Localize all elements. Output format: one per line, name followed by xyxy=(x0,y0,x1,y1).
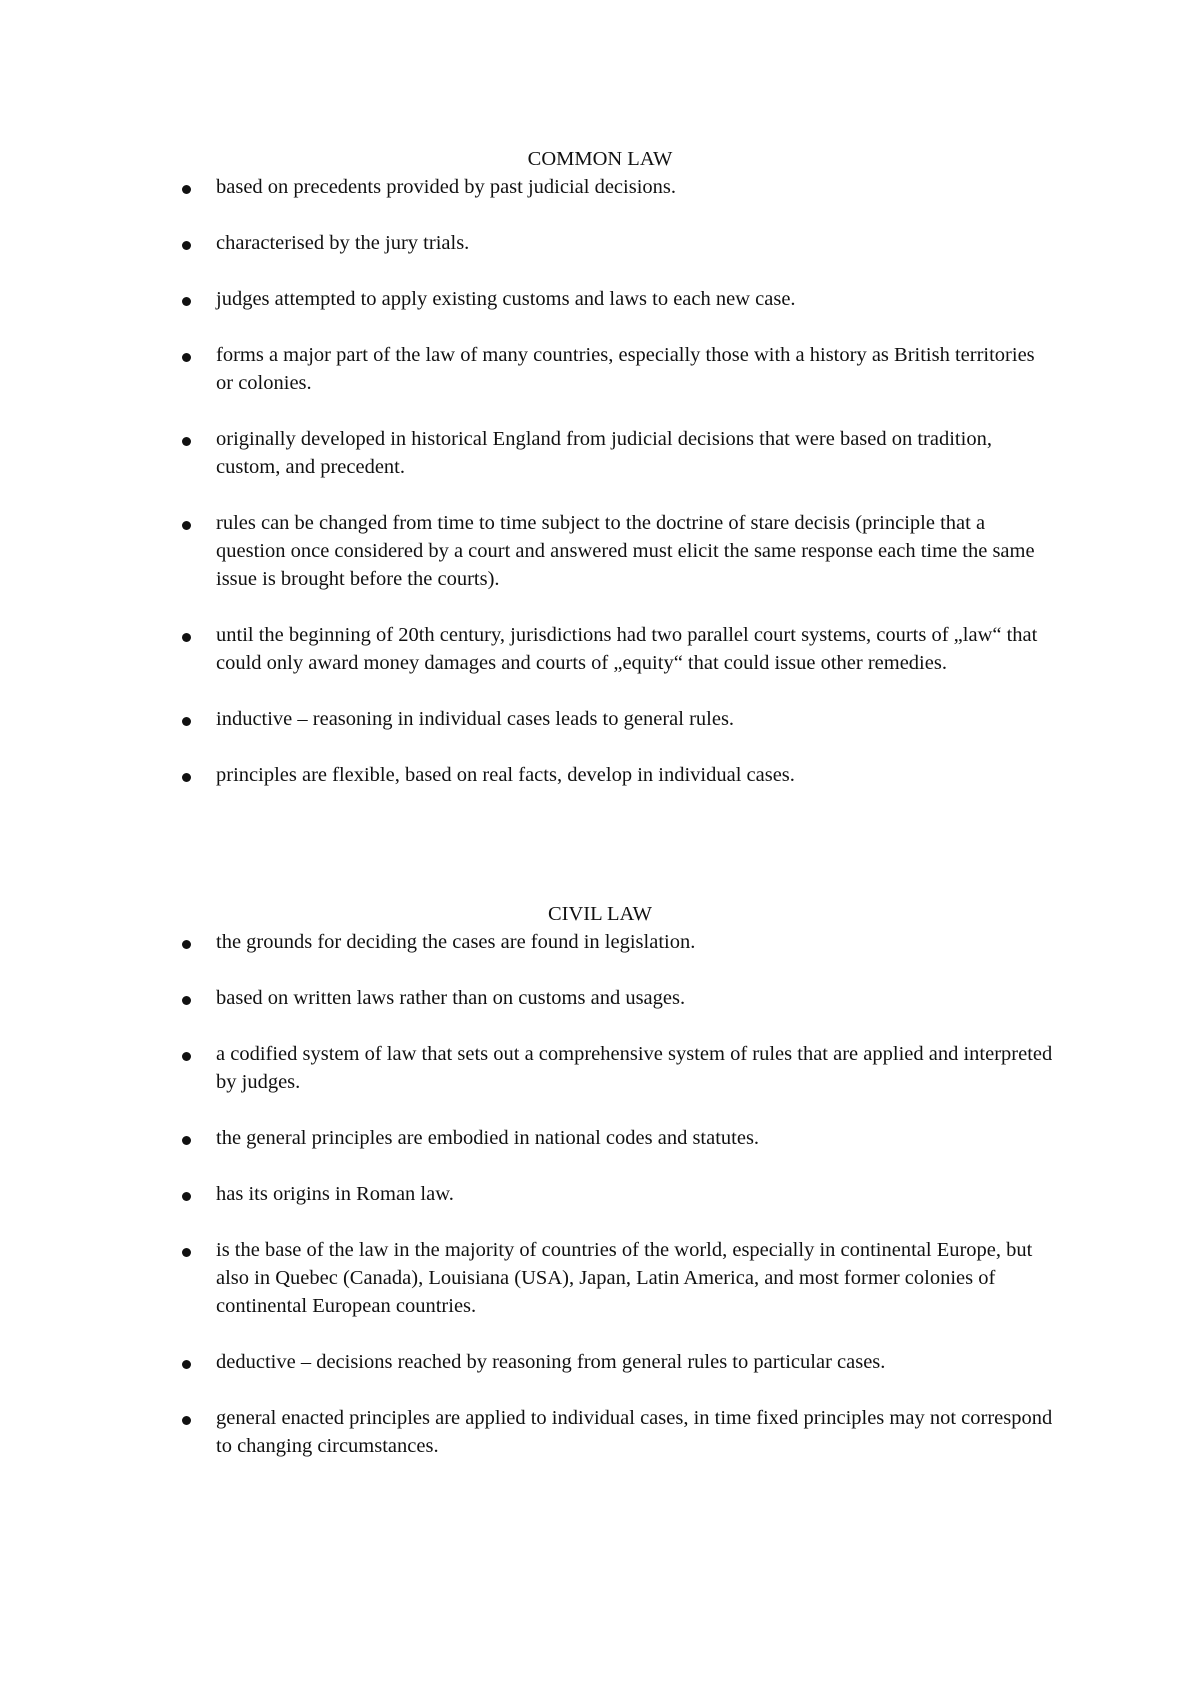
bullet-icon xyxy=(182,1136,191,1145)
bullet-icon xyxy=(182,940,191,949)
bullet-icon xyxy=(182,241,191,250)
list-item xyxy=(0,1040,1200,1096)
section-heading-civil-law: CIVIL LAW xyxy=(547,903,653,925)
bullet-icon xyxy=(182,717,191,726)
bullet-icon xyxy=(182,437,191,446)
list-item xyxy=(0,1348,1200,1376)
list-item-text: has its origins in Roman law. xyxy=(216,1183,454,1205)
list-item-text: deductive – decisions reached by reasoning from general rules to particular cases. xyxy=(216,1351,886,1373)
bullet-icon xyxy=(182,1052,191,1061)
list-item xyxy=(0,1124,1200,1152)
bullet-icon xyxy=(182,521,191,530)
civil-law-section xyxy=(0,900,1200,1488)
bullet-icon xyxy=(182,1248,191,1257)
list-item xyxy=(0,984,1200,1012)
common-law-section xyxy=(0,145,1200,817)
list-item xyxy=(0,705,1200,733)
list-item xyxy=(0,928,1200,956)
list-item xyxy=(0,761,1200,789)
list-item-text: general enacted principles are applied to individual cases, in time fixed principles may not correspond to changing circumstances. xyxy=(216,1407,1053,1457)
list-item xyxy=(0,1404,1200,1460)
list-item-text: principles are flexible, based on real facts, develop in individual cases. xyxy=(216,764,795,786)
list-item xyxy=(0,285,1200,313)
list-item xyxy=(0,1180,1200,1208)
list-item-text: based on precedents provided by past judicial decisions. xyxy=(216,176,676,198)
list-item xyxy=(0,341,1200,397)
bullet-icon xyxy=(182,996,191,1005)
list-item-text: the general principles are embodied in national codes and statutes. xyxy=(216,1127,760,1149)
list-item-text: judges attempted to apply existing customs and laws to each new case. xyxy=(216,288,796,310)
list-item-text: originally developed in historical England from judicial decisions that were based on tradition, custom, and precedent. xyxy=(216,428,992,478)
list-item-text: is the base of the law in the majority of countries of the world, especially in continental Europe, but also in Quebec (Canada), Louisiana (USA), Japan, Latin America, and most former colonies of continental European countries. xyxy=(216,1239,1033,1317)
bullet-icon xyxy=(182,185,191,194)
list-item-text: rules can be changed from time to time subject to the doctrine of stare decisis (principle that a question once considered by a court and answered must elicit the same response each time the same issue is brought before the courts). xyxy=(216,512,1035,590)
list-item xyxy=(0,229,1200,257)
list-item xyxy=(0,621,1200,677)
bullet-icon xyxy=(182,353,191,362)
list-item-text: a codified system of law that sets out a comprehensive system of rules that are applied and interpreted by judges. xyxy=(216,1043,1053,1093)
list-item xyxy=(0,173,1200,201)
list-item xyxy=(0,425,1200,481)
list-item-text: forms a major part of the law of many countries, especially those with a history as British territories or colonies. xyxy=(216,344,1035,394)
bullet-icon xyxy=(182,1416,191,1425)
bullet-icon xyxy=(182,297,191,306)
list-item xyxy=(0,509,1200,593)
section-heading-common-law: COMMON LAW xyxy=(527,148,673,170)
common-law-list xyxy=(0,173,1200,789)
list-item-text: the grounds for deciding the cases are found in legislation. xyxy=(216,931,696,953)
list-item-text: until the beginning of 20th century, jurisdictions had two parallel court systems, courts of „law“ that could only award money damages and courts of „equity“ that could issue other remedies. xyxy=(216,624,1038,674)
list-item-text: inductive – reasoning in individual cases leads to general rules. xyxy=(216,708,735,730)
bullet-icon xyxy=(182,1360,191,1369)
civil-law-list xyxy=(0,928,1200,1460)
list-item xyxy=(0,1236,1200,1320)
bullet-icon xyxy=(182,773,191,782)
bullet-icon xyxy=(182,1192,191,1201)
list-item-text: characterised by the jury trials. xyxy=(216,232,470,254)
bullet-icon xyxy=(182,633,191,642)
list-item-text: based on written laws rather than on customs and usages. xyxy=(216,987,686,1009)
